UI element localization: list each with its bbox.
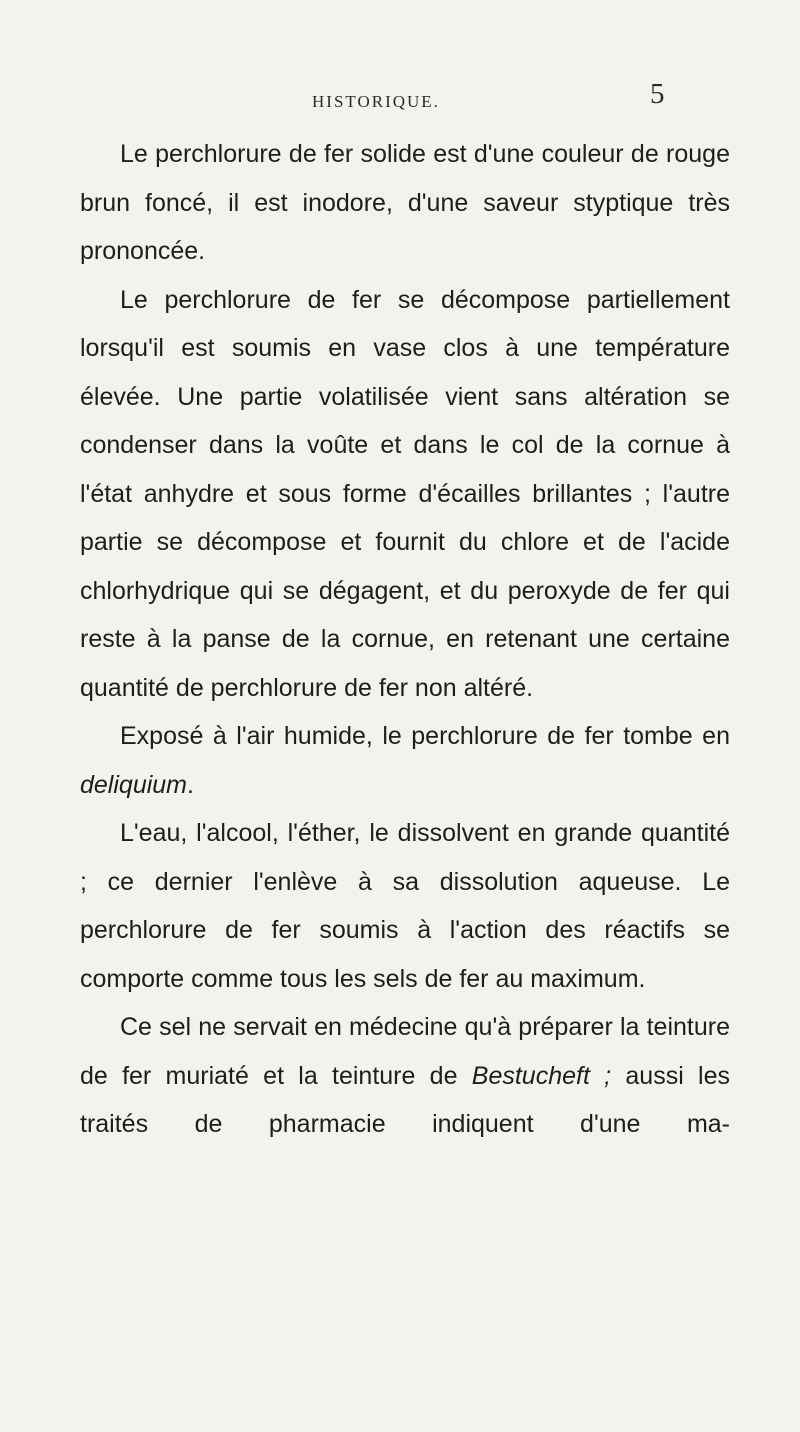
paragraph-4: L'eau, l'alcool, l'éther, le dissolvent en grande quantité ; ce dernier l'enlève à sa dissolution aqueuse. Le perchlorure de fer soumis à l'action des réactifs se comporte comme tous les sels de fer au maximum.	[80, 819, 730, 993]
proper-name-italic: Bestucheft ;	[471, 1061, 612, 1090]
paragraph-5-end: aussi les traités de pharmacie indiquent d'une ma-	[80, 1061, 730, 1138]
running-head: HISTORIQUE.	[312, 92, 440, 111]
page-number: 5	[650, 78, 665, 110]
body-text	[80, 130, 730, 1149]
paragraph-2: Le perchlorure de fer se décompose partiellement lorsqu'il est soumis en vase clos à une température élevée. Une partie volatilisée vient sans altération se condenser dans la voûte et dans le col de la cornue à l'état anhydre et sous forme d'écailles brillantes ; l'autre partie se décompose et fournit du chlore et de l'acide chlorhydrique qui se dégagent, et du peroxyde de fer qui reste à la panse de la cornue, en retenant une certaine quantité de perchlorure de fer non altéré.	[80, 285, 730, 702]
paragraph-1: Le perchlorure de fer solide est d'une couleur de rouge brun foncé, il est inodore, d'une saveur styptique très prononcée.	[80, 140, 730, 265]
paragraph-3-end: .	[187, 770, 194, 799]
paragraph-5	[80, 1003, 730, 1149]
paragraph-5-text: Ce sel ne servait en médecine qu'à préparer la teinture de fer muriaté et la teinture de	[80, 1013, 730, 1090]
paragraph-3-text: Exposé à l'air humide, le perchlorure de fer tombe en	[120, 722, 730, 750]
paragraph-3	[80, 712, 730, 809]
latin-term: deliquium	[80, 770, 188, 799]
